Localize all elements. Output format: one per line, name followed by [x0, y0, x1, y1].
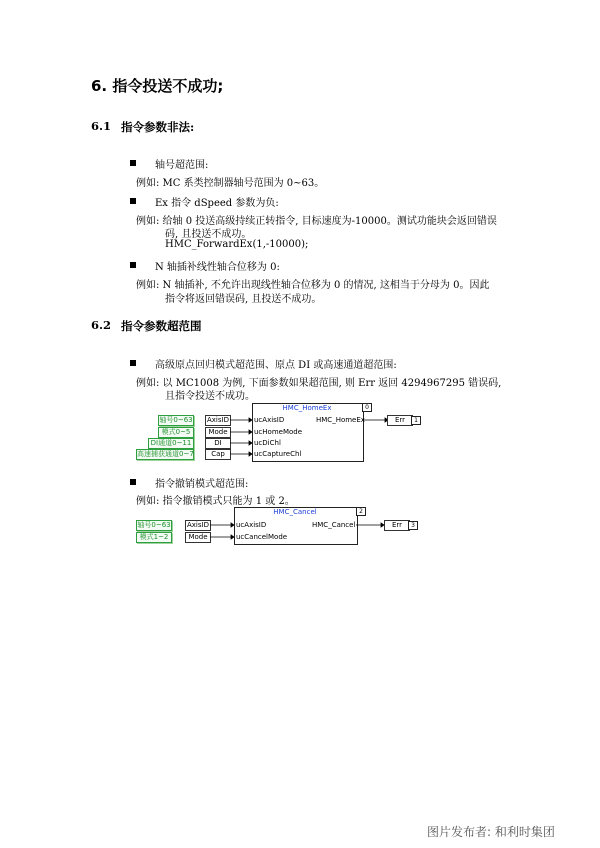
subsection-title-6-1: 指令参数非法:	[121, 120, 195, 134]
section-heading: 6. 指令投送不成功;	[91, 77, 224, 95]
output-arrow	[362, 415, 388, 425]
bullet-icon	[130, 160, 136, 166]
bullet-icon	[130, 479, 136, 485]
output-var-err: Err	[387, 415, 413, 426]
input-arrows	[210, 517, 234, 545]
subsection-number-6-1: 6.1	[91, 119, 112, 133]
example-text: 指令将返回错误码, 且投送不成功。	[165, 294, 322, 305]
input-port: ucAxisID	[254, 416, 285, 424]
pin-axisid: AxisID	[205, 415, 231, 426]
input-port: ucDiChl	[254, 439, 281, 447]
block-index: 2	[356, 507, 366, 516]
function-block-title: HMC_Cancel	[273, 508, 317, 516]
example-text: 例如: N 轴插补, 不允许出现线性轴合位移为 0 的情况, 这相当于分母为 0。因此	[136, 280, 490, 291]
pin-cap: Cap	[205, 449, 231, 460]
input-port: ucCaptureChl	[254, 450, 302, 458]
example-text: 且指令投送不成功。	[165, 391, 255, 402]
bullet-icon	[130, 360, 136, 366]
input-arrows	[230, 412, 252, 462]
pin-axisid: AxisID	[185, 520, 211, 531]
input-port: ucAxisID	[236, 521, 267, 529]
example-text: 例如: 以 MC1008 为例, 下面参数如果超范围, 则 Err 返回 4294967295 错误码,	[136, 378, 502, 389]
pin-mode: Mode	[205, 427, 231, 438]
input-port: ucHomeMode	[254, 428, 303, 436]
output-index: 1	[411, 416, 421, 425]
const-axis-range: 轴号0~63	[137, 521, 171, 529]
bullet-text: 轴号超范围:	[155, 160, 209, 171]
subsection-number-6-2: 6.2	[91, 318, 112, 332]
example-text: 例如: 指令撤销模式只能为 1 或 2。	[136, 496, 295, 507]
bullet-text: N 轴插补线性轴合位移为 0:	[155, 262, 280, 273]
bullet-icon	[130, 262, 136, 268]
pin-di: DI	[205, 438, 231, 449]
publisher-credit: 图片发布者: 和利时集团	[427, 825, 555, 839]
output-var-err: Err	[384, 520, 410, 531]
output-port: HMC_HomeEx	[316, 416, 365, 424]
const-mode-range: 模式1~2	[136, 532, 172, 543]
output-port: HMC_Cancel	[312, 521, 356, 529]
bullet-icon	[130, 198, 136, 204]
input-port: ucCancelMode	[236, 533, 288, 541]
bullet-text: Ex 指令 dSpeed 参数为负:	[155, 198, 279, 209]
subsection-title-6-2: 指令参数超范围	[121, 319, 202, 333]
bullet-text: 高级原点回归模式超范围、原点 DI 或高速通道超范围:	[155, 360, 397, 371]
const-cap-range: 高速捕获通道0~7	[137, 450, 194, 458]
const-axis-range: 轴号0~63	[159, 416, 193, 424]
example-text: 例如: MC 系类控制器轴号范围为 0~63。	[136, 178, 325, 189]
output-arrow	[356, 520, 384, 530]
const-di-range: DI通道0~11	[148, 438, 194, 449]
output-index: 3	[408, 521, 418, 530]
function-block-title: HMC_HomeEx	[282, 404, 332, 412]
const-mode-range: 模式0~5	[158, 427, 194, 438]
example-text: 例如: 给轴 0 投送高级持续正转指令, 目标速度为-10000。测试功能块会返回错误	[136, 216, 497, 227]
pin-mode: Mode	[185, 532, 211, 543]
example-code: HMC_ForwardEx(1,-10000);	[165, 239, 309, 250]
bullet-text: 指令撤销模式超范围:	[155, 479, 249, 490]
block-index: 0	[362, 403, 372, 412]
example-text: 码, 且投送不成功。	[165, 229, 252, 240]
